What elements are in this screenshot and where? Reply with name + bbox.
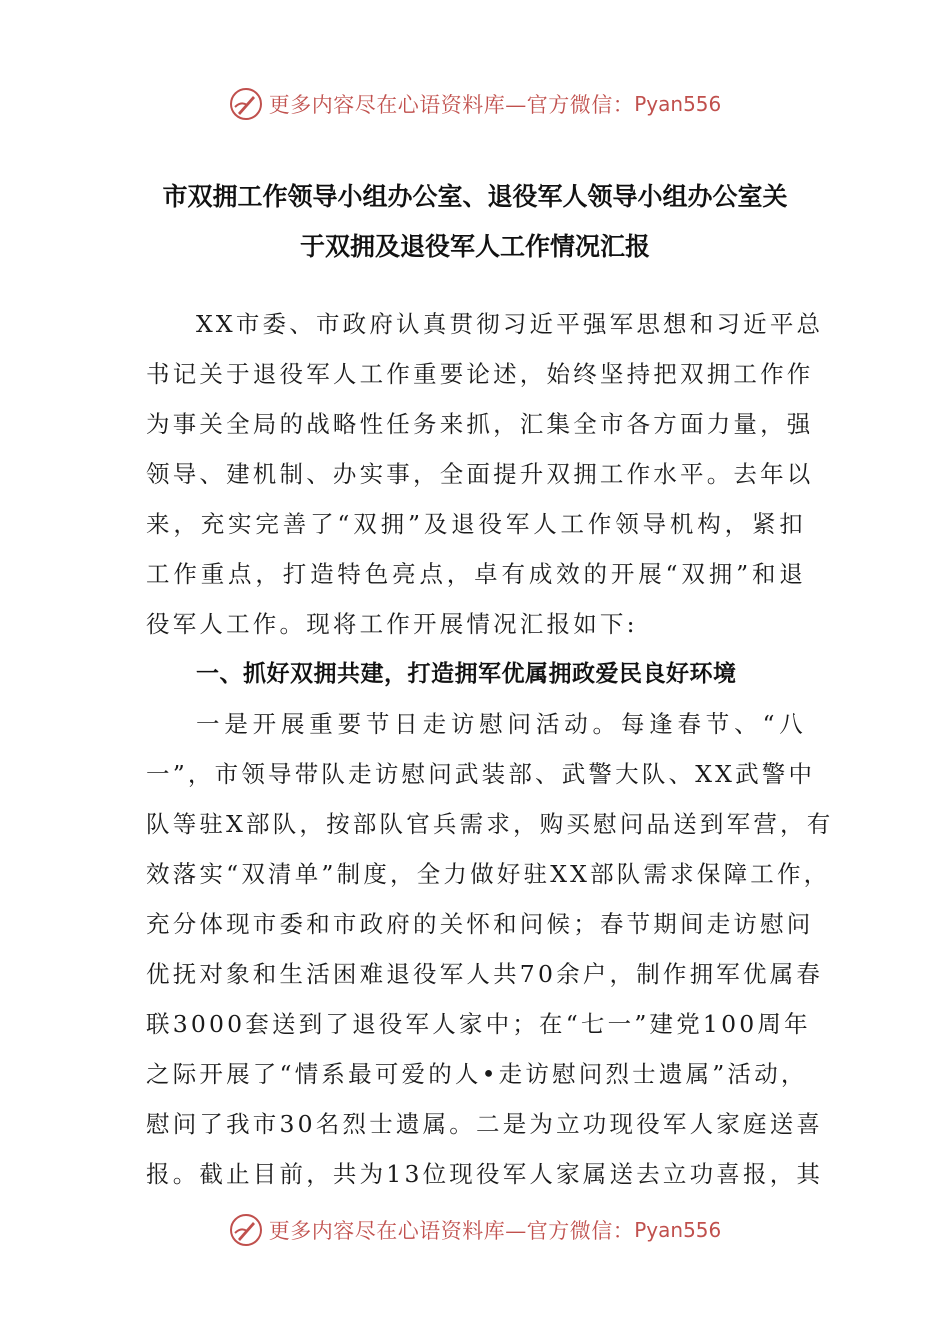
paragraph-1-line: 书记关于退役军人工作重要论述，始终坚持把双拥工作作 [146, 360, 814, 388]
paragraph-2-line: 队等驻X部队，按部队官兵需求，购买慰问品送到军营，有 [146, 810, 834, 838]
paragraph-1-line: 役军人工作。现将工作开展情况汇报如下: [146, 610, 638, 638]
paragraph-1-line: XX市委、市政府认真贯彻习近平强军思想和习近平总 [196, 310, 824, 338]
paragraph-2-line: 慰问了我市30名烈士遗属。二是为立功现役军人家庭送喜 [146, 1110, 824, 1138]
paragraph-2-line: 充分体现市委和市政府的关怀和问候；春节期间走访慰问 [146, 910, 814, 938]
paragraph-2-line: 一是开展重要节日走访慰问活动。每逢春节、“八 [196, 710, 806, 738]
paragraph-2-line: 一”，市领导带队走访慰问武装部、武警大队、XX武警中 [146, 760, 816, 788]
watermark-text: 更多内容尽在心语资料库—官方微信： [268, 93, 635, 117]
document-title-line-1: 市双拥工作领导小组办公室、退役军人领导小组办公室关 [162, 182, 788, 211]
quill-pen-logo-icon [229, 1213, 263, 1247]
section-1-heading: 一、抓好双拥共建，打造拥军优属拥政爱民良好环境 [196, 661, 737, 687]
watermark-text: 更多内容尽在心语资料库—官方微信： [268, 1219, 635, 1243]
document-title-line-2: 于双拥及退役军人工作情况汇报 [299, 232, 650, 261]
paragraph-2-line: 效落实“双清单”制度，全力做好驻XX部队需求保障工作， [146, 860, 831, 888]
watermark-wechat-id: Pyan556 [634, 92, 722, 116]
paragraph-1-line: 领导、建机制、办实事，全面提升双拥工作水平。去年以 [146, 460, 814, 488]
paragraph-1-line: 为事关全局的战略性任务来抓，汇集全市各方面力量，强 [146, 410, 814, 438]
paragraph-2-line: 联3000套送到了退役军人家中；在“七一”建党100周年 [146, 1010, 811, 1038]
footer-watermark [0, 1210, 950, 1250]
paragraph-1-line: 工作重点，打造特色亮点，卓有成效的开展“双拥”和退 [146, 560, 806, 588]
paragraph-2-line: 报。截止目前，共为13位现役军人家属送去立功喜报，其 [146, 1160, 824, 1188]
watermark-wechat-id: Pyan556 [634, 1218, 722, 1242]
paragraph-1-line: 来，充实完善了“双拥”及退役军人工作领导机构，紧扣 [146, 510, 806, 538]
header-watermark [0, 84, 950, 124]
paragraph-2-line: 优抚对象和生活困难退役军人共70余户，制作拥军优属春 [146, 960, 824, 988]
quill-pen-logo-icon [229, 87, 263, 121]
paragraph-2-line: 之际开展了“情系最可爱的人•走访慰问烈士遗属”活动， [146, 1060, 808, 1088]
